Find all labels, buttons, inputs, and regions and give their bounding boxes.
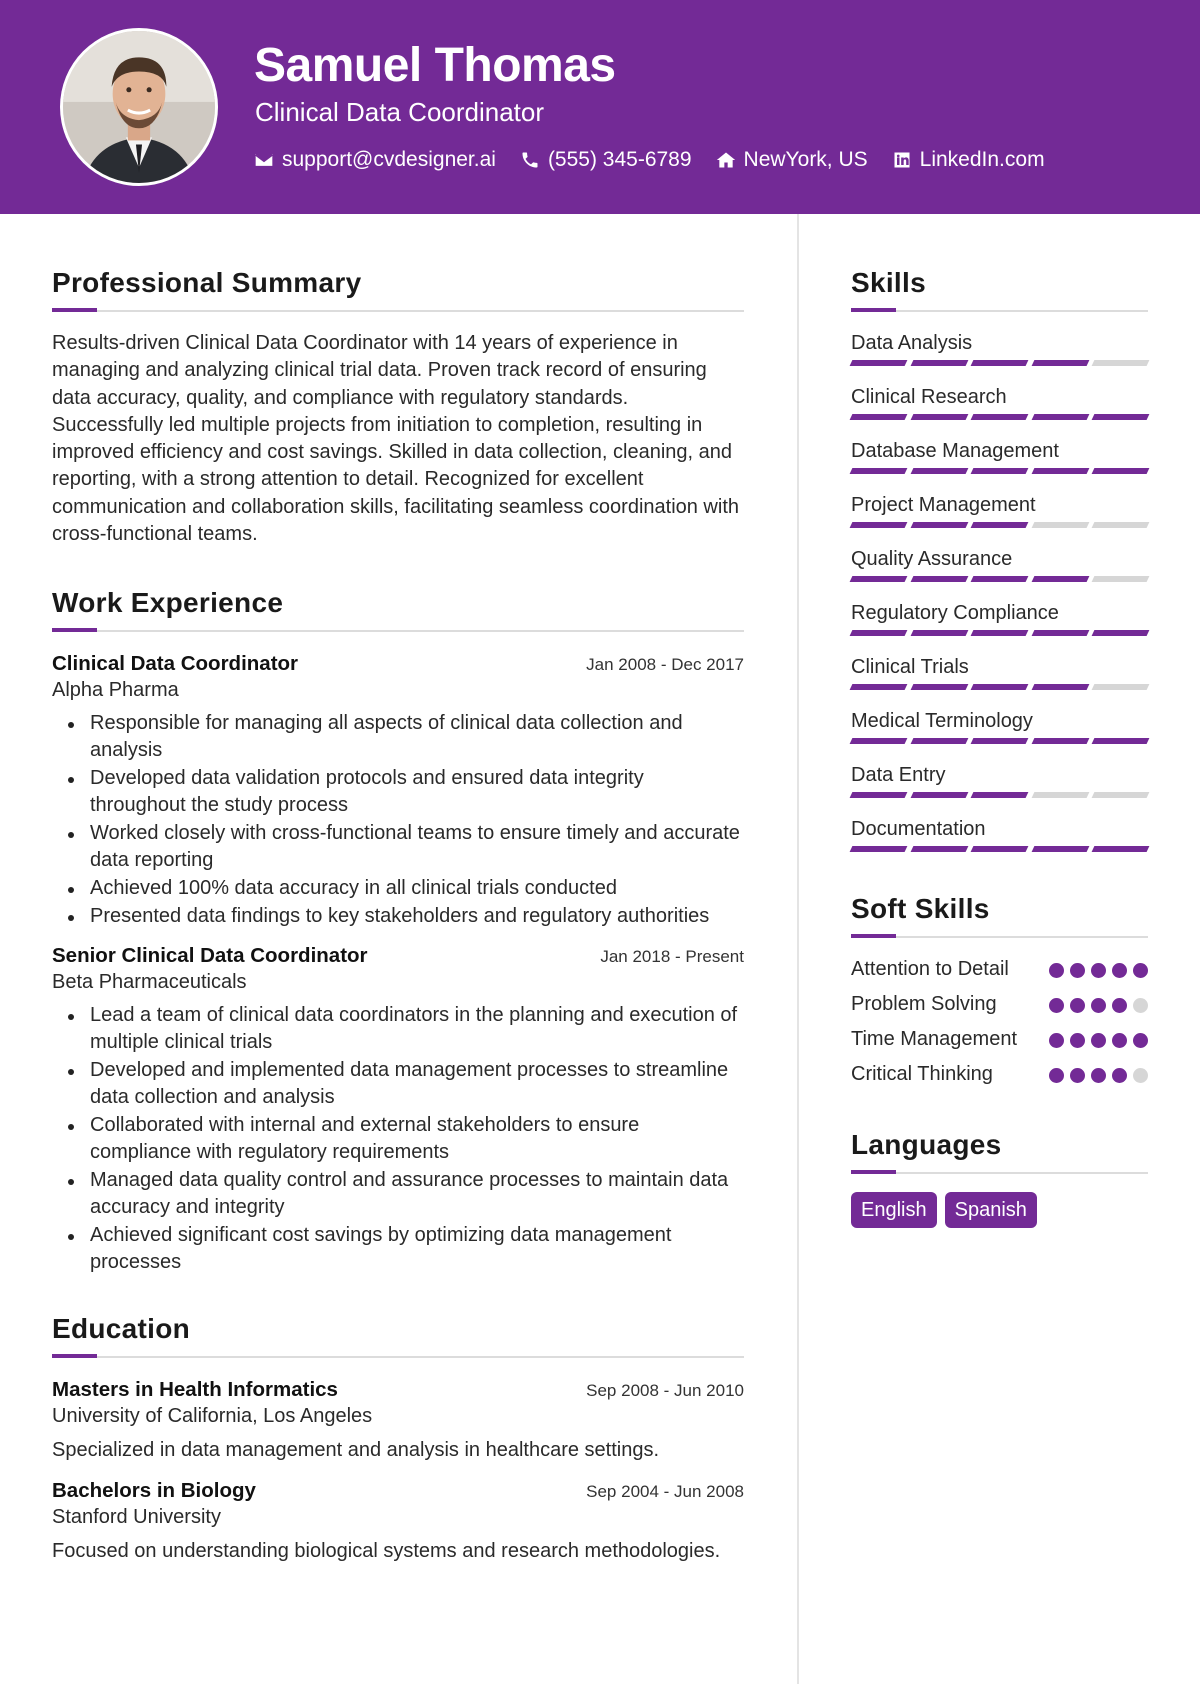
linkedin-icon: [892, 150, 912, 170]
degree-title: Bachelors in Biology: [52, 1478, 256, 1502]
skill-level-segment: [1092, 630, 1149, 636]
education-description: Focused on understanding biological systems and research methodologies.: [52, 1539, 721, 1562]
soft-skill-rating: [1049, 956, 1148, 978]
skill-level-segment: [850, 630, 907, 636]
skill-level-segment: [1092, 846, 1149, 852]
skill-level-bar: [851, 468, 1148, 474]
skill-level-bar: [851, 522, 1148, 528]
list-item: Achieved significant cost savings by optimizing data management processes: [52, 1222, 744, 1276]
list-item: Managed data quality control and assurance processes to maintain data accuracy and integrity: [52, 1167, 744, 1221]
skill-level-segment: [910, 846, 967, 852]
skill-level-segment: [1092, 360, 1149, 366]
skill-level-segment: [910, 792, 967, 798]
job-company: Beta Pharmaceuticals: [52, 971, 247, 994]
skill-level-segment: [971, 792, 1028, 798]
skill-item: [851, 384, 1148, 420]
summary-section: [52, 266, 744, 548]
skill-level-segment: [910, 630, 967, 636]
skill-item: [851, 708, 1148, 744]
skill-name: Quality Assurance: [851, 548, 1013, 570]
skill-level-segment: [1031, 738, 1088, 744]
list-item: Presented data findings to key stakeholders and regulatory authorities: [52, 903, 744, 930]
job-date: Jan 2008 - Dec 2017: [586, 655, 744, 675]
skill-level-segment: [910, 414, 967, 420]
skill-level-bar: [851, 846, 1148, 852]
skill-level-segment: [850, 846, 907, 852]
soft-skills-section: [851, 892, 1148, 1088]
section-rule: [851, 936, 1148, 938]
education-entry: [52, 1477, 744, 1566]
rating-dot: [1112, 963, 1127, 978]
contact-phone-text: (555) 345-6789: [547, 148, 692, 171]
job-bullets: [52, 1002, 744, 1276]
experience-section: [52, 586, 744, 1276]
rating-dot: [1112, 1033, 1127, 1048]
skill-level-segment: [1092, 468, 1149, 474]
skill-level-segment: [971, 630, 1028, 636]
skill-level-segment: [1031, 576, 1088, 582]
column-divider: [797, 214, 799, 1684]
contact-email-text: support@cvdesigner.ai: [282, 148, 496, 171]
rating-dot: [1112, 998, 1127, 1013]
avatar: [60, 28, 218, 186]
education-date: Sep 2004 - Jun 2008: [586, 1481, 744, 1501]
soft-skill-name: Problem Solving: [851, 993, 997, 1015]
list-item: Lead a team of clinical data coordinators in the planning and execution of multiple clinical trials: [52, 1002, 744, 1056]
skill-level-bar: [851, 630, 1148, 636]
rating-dot: [1133, 963, 1148, 978]
skill-level-segment: [850, 576, 907, 582]
skill-level-segment: [910, 576, 967, 582]
skill-level-segment: [850, 684, 907, 690]
soft-skill-item: [851, 956, 1148, 983]
skill-level-segment: [1092, 684, 1149, 690]
job-company: Alpha Pharma: [52, 679, 179, 702]
phone-icon: [520, 150, 540, 170]
rating-dot: [1112, 1068, 1127, 1083]
rating-dot: [1133, 1033, 1148, 1048]
skill-level-segment: [971, 738, 1028, 744]
skill-level-segment: [971, 846, 1028, 852]
contact-phone[interactable]: [520, 148, 692, 172]
skill-level-segment: [910, 468, 967, 474]
skill-name: Regulatory Compliance: [851, 602, 1059, 624]
rating-dot: [1091, 1068, 1106, 1083]
soft-skills-list: [851, 956, 1148, 1088]
soft-skill-rating: [1049, 991, 1148, 1013]
skill-level-segment: [850, 360, 907, 366]
languages-section: [851, 1128, 1148, 1228]
skill-name: Clinical Research: [851, 386, 1007, 408]
skill-level-segment: [971, 468, 1028, 474]
skill-level-bar: [851, 792, 1148, 798]
contact-linkedin[interactable]: [892, 148, 1045, 172]
soft-skill-item: [851, 1061, 1148, 1088]
school-name: Stanford University: [52, 1505, 221, 1528]
rating-dot: [1091, 998, 1106, 1013]
skill-level-segment: [1031, 360, 1088, 366]
skill-level-segment: [850, 414, 907, 420]
candidate-role: Clinical Data Coordinator: [255, 97, 545, 127]
education-section: [52, 1312, 744, 1565]
skill-level-segment: [1031, 522, 1088, 528]
rating-dot: [1070, 1068, 1085, 1083]
skill-item: [851, 330, 1148, 366]
skill-level-bar: [851, 576, 1148, 582]
skill-level-segment: [850, 522, 907, 528]
section-rule: [52, 1356, 744, 1358]
job-date: Jan 2018 - Present: [600, 947, 744, 967]
skill-level-segment: [971, 360, 1028, 366]
envelope-icon: [254, 150, 274, 170]
skill-level-segment: [850, 792, 907, 798]
rating-dot: [1133, 1068, 1148, 1083]
skill-level-segment: [1031, 468, 1088, 474]
job-entry: [52, 942, 744, 1276]
job-bullets: [52, 710, 744, 930]
soft-skill-name: Attention to Detail: [851, 958, 1009, 980]
skill-level-segment: [1031, 684, 1088, 690]
skill-name: Clinical Trials: [851, 656, 969, 678]
skill-item: [851, 438, 1148, 474]
skill-level-bar: [851, 684, 1148, 690]
skill-item: [851, 600, 1148, 636]
summary-text: Results-driven Clinical Data Coordinator with 14 years of experience in managing and analyzing clinical trial data. Proven track record of ensuring data accuracy, quality, and compliance with regulatory standards. Successfully led multiple projects from initiation to completion, resulting in improved efficiency and cost savings. Skilled in data collection, cleaning, and reporting, with a strong attention to detail. Recognized for excellent communication and collaboration skills, facilitating seamless coordination with cross-functional teams.: [52, 332, 740, 546]
skill-item: [851, 546, 1148, 582]
language-tag: Spanish: [945, 1192, 1037, 1228]
skill-level-segment: [910, 738, 967, 744]
skill-level-bar: [851, 738, 1148, 744]
section-title: Education: [52, 1313, 191, 1345]
list-item: Achieved 100% data accuracy in all clinical trials conducted: [52, 875, 744, 902]
skill-name: Project Management: [851, 494, 1036, 516]
skill-level-segment: [1092, 792, 1149, 798]
skill-level-segment: [910, 360, 967, 366]
soft-skill-rating: [1049, 1026, 1148, 1048]
languages-list: [851, 1192, 1148, 1228]
list-item: Responsible for managing all aspects of clinical data collection and analysis: [52, 710, 744, 764]
soft-skill-name: Critical Thinking: [851, 1063, 993, 1085]
rating-dot: [1049, 998, 1064, 1013]
language-tag: English: [851, 1192, 937, 1228]
section-rule: [52, 310, 744, 312]
section-title: Professional Summary: [52, 267, 362, 298]
skill-level-segment: [850, 468, 907, 474]
skill-name: Medical Terminology: [851, 710, 1033, 732]
contact-email[interactable]: [254, 148, 496, 172]
soft-skill-item: [851, 991, 1148, 1018]
rating-dot: [1070, 1033, 1085, 1048]
profile-photo: [63, 31, 215, 183]
skill-level-segment: [910, 684, 967, 690]
rating-dot: [1091, 1033, 1106, 1048]
education-description: Specialized in data management and analysis in healthcare settings.: [52, 1439, 660, 1462]
job-entry: [52, 650, 744, 930]
education-date: Sep 2008 - Jun 2010: [586, 1381, 744, 1401]
skill-level-segment: [1092, 738, 1149, 744]
skill-name: Data Entry: [851, 764, 946, 786]
skill-name: Data Analysis: [851, 332, 973, 354]
skill-level-segment: [1092, 576, 1149, 582]
rating-dot: [1049, 963, 1064, 978]
section-title: Languages: [851, 1129, 1002, 1160]
skill-level-segment: [971, 414, 1028, 420]
skills-section: [851, 266, 1148, 852]
section-title: Work Experience: [52, 587, 284, 619]
list-item: Worked closely with cross-functional teams to ensure timely and accurate data reporting: [52, 820, 744, 874]
skill-item: [851, 654, 1148, 690]
skill-level-segment: [1092, 414, 1149, 420]
skill-level-segment: [910, 522, 967, 528]
section-title: Soft Skills: [851, 893, 990, 924]
skill-level-segment: [971, 576, 1028, 582]
skill-item: [851, 762, 1148, 798]
list-item: Collaborated with internal and external stakeholders to ensure compliance with regulatory requirements: [52, 1112, 744, 1166]
skill-level-bar: [851, 360, 1148, 366]
contact-list: [254, 148, 1045, 172]
resume-header: [0, 0, 1200, 214]
soft-skill-name: Time Management: [851, 1028, 1017, 1050]
skills-list: [851, 330, 1148, 852]
section-rule: [851, 310, 1148, 312]
skill-name: Documentation: [851, 818, 986, 840]
skill-level-segment: [1092, 522, 1149, 528]
skill-level-segment: [1031, 630, 1088, 636]
skill-level-segment: [971, 684, 1028, 690]
skill-name: Database Management: [851, 440, 1059, 462]
skill-level-segment: [1031, 846, 1088, 852]
rating-dot: [1070, 963, 1085, 978]
list-item: Developed and implemented data management processes to streamline data collection and analysis: [52, 1057, 744, 1111]
skill-level-segment: [971, 522, 1028, 528]
degree-title: Masters in Health Informatics: [52, 1378, 338, 1402]
main-column: [52, 266, 744, 1577]
school-name: University of California, Los Angeles: [52, 1405, 373, 1428]
education-entry: [52, 1376, 744, 1465]
contact-linkedin-text: LinkedIn.com: [919, 148, 1045, 171]
section-title: Skills: [851, 267, 926, 298]
rating-dot: [1070, 998, 1085, 1013]
home-icon: [716, 150, 736, 170]
job-title: Senior Clinical Data Coordinator: [52, 944, 368, 968]
rating-dot: [1049, 1068, 1064, 1083]
skill-level-segment: [850, 738, 907, 744]
soft-skill-rating: [1049, 1061, 1148, 1083]
skill-level-segment: [1031, 414, 1088, 420]
list-item: Developed data validation protocols and ensured data integrity throughout the study process: [52, 765, 744, 819]
rating-dot: [1133, 998, 1148, 1013]
soft-skill-item: [851, 1026, 1148, 1053]
rating-dot: [1091, 963, 1106, 978]
skill-item: [851, 492, 1148, 528]
skill-level-segment: [1031, 792, 1088, 798]
contact-location-text: NewYork, US: [743, 148, 868, 171]
section-rule: [52, 630, 744, 632]
contact-location: [716, 148, 868, 172]
skill-level-bar: [851, 414, 1148, 420]
candidate-name: Samuel Thomas: [254, 39, 616, 92]
section-rule: [851, 1172, 1148, 1174]
skill-item: [851, 816, 1148, 852]
sidebar-column: [851, 266, 1148, 1228]
job-title: Clinical Data Coordinator: [52, 652, 299, 676]
rating-dot: [1049, 1033, 1064, 1048]
